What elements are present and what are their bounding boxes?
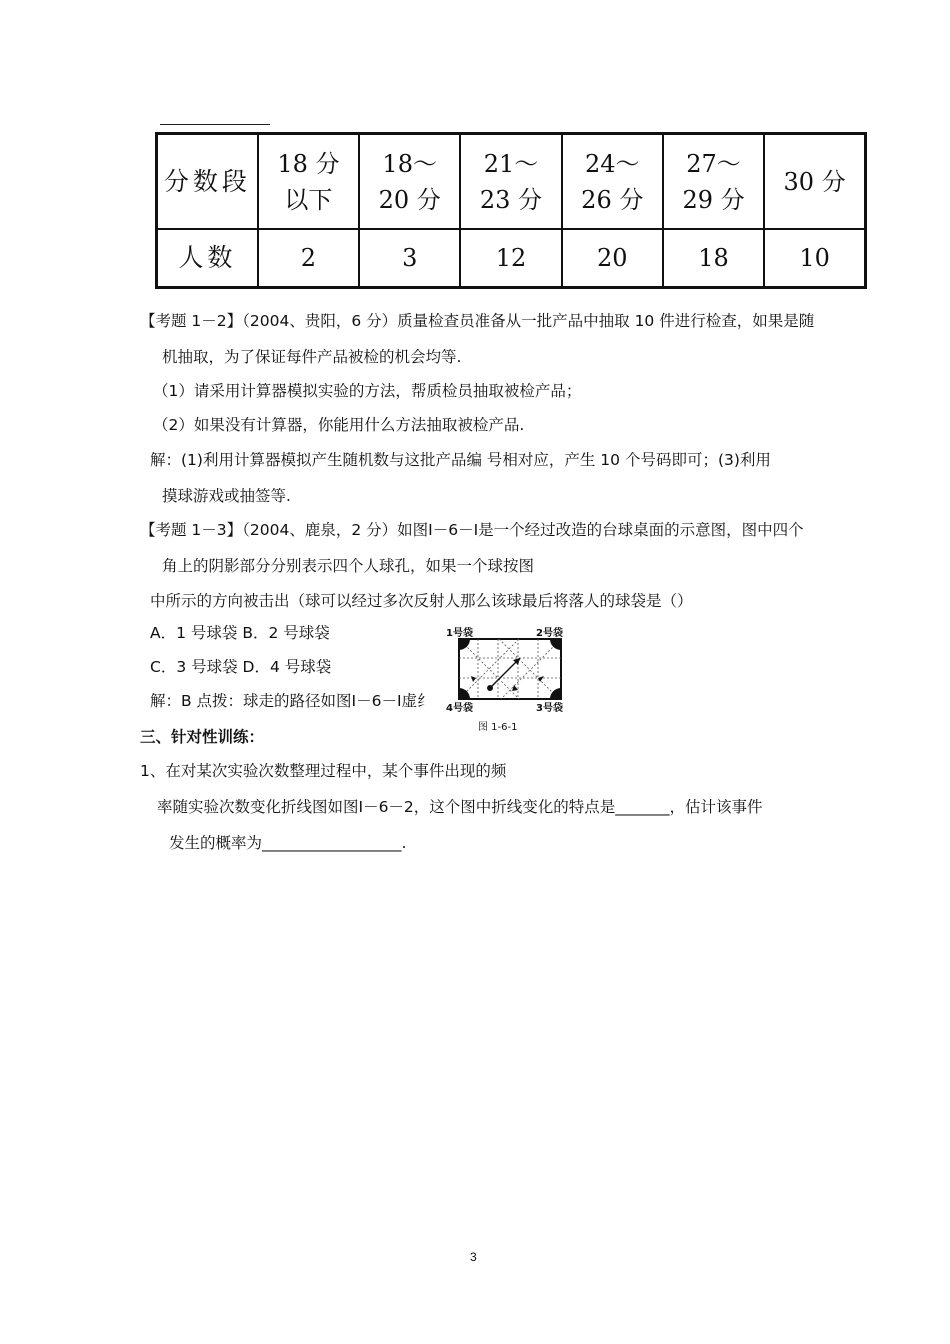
table-header-cell: 18 分 以下 [258, 134, 359, 230]
q13-solution: 解：B 点拨：球走的路径如图Ⅰ－6－Ⅰ虚纟 [150, 692, 433, 710]
q12-sub1: （1）请采用计算器模拟实验的方法，帮质检员抽取被检产品； [153, 382, 582, 400]
practice-q1-line3: 发生的概率为__________________. [169, 834, 407, 852]
q12-line2: 机抽取，为了保证每件产品被检的机会均等. [162, 348, 462, 366]
table-cell: 3 [359, 229, 460, 287]
table-header-cell: 24～ 26 分 [562, 134, 663, 230]
practice-q1-line2: 率随实验次数变化折线图如图Ⅰ－6－2，这个图中折线变化的特点是_______，估计该事件 [157, 798, 763, 816]
q13-line2: 角上的阴影部分分别表示四个人球孔，如果一个球按图 [162, 557, 535, 575]
score-table [155, 132, 867, 289]
table-header-cell: 21～ 23 分 [460, 134, 561, 230]
pocket3-label: 3号袋 [536, 703, 563, 714]
q13-options-cd: C．3 号球袋 D．4 号球袋 [150, 658, 332, 676]
table-cell: 2 [258, 229, 359, 287]
q12-sub2: （2）如果没有计算器，你能用什么方法抽取被检产品. [153, 416, 525, 434]
pocket2-label: 2号袋 [536, 628, 563, 639]
figure-caption: 图 1-6-1 [478, 722, 518, 733]
billiard-table-figure [444, 624, 574, 734]
blank-line [160, 124, 270, 125]
table-header-cell: 分数段 [157, 134, 258, 230]
table-cell: 10 [764, 229, 865, 287]
table-cell: 18 [663, 229, 764, 287]
q12-solution-line1: 解：(1)利用计算器模拟产生随机数与这批产品编 号相对应，产生 10 个号码即可；(3)利用 [150, 451, 771, 469]
table-row-label: 人数 [157, 229, 258, 287]
table-header-cell: 27～ 29 分 [663, 134, 764, 230]
section-title: 三、针对性训练： [140, 728, 265, 746]
pocket4-label: 4号袋 [446, 703, 473, 714]
q13-line3: 中所示的方向被击出（球可以经过多次反射人那么该球最后将落人的球袋是（） [150, 592, 693, 610]
q13-options-ab: A．1 号球袋 B．2 号球袋 [150, 624, 330, 642]
table-header-cell: 18～ 20 分 [359, 134, 460, 230]
table-row [157, 229, 866, 287]
q12-solution-line2: 摸球游戏或抽签等. [162, 487, 291, 505]
table-cell: 20 [562, 229, 663, 287]
q13-line1: 【考题 1－3】（2004、鹿泉，2 分）如图Ⅰ－6－Ⅰ是一个经过改造的台球桌面的示意图，图中四个 [140, 521, 804, 539]
table-cell: 12 [460, 229, 561, 287]
billiard-table-diagram [458, 638, 562, 700]
table-header-row [157, 134, 866, 230]
practice-q1-line1: 1、在对某次实验次数整理过程中，某个事件出现的频 [140, 762, 507, 780]
page-number: 3 [470, 1250, 477, 1264]
table-header-cell: 30 分 [764, 134, 865, 230]
q12-line1: 【考题 1－2】（2004、贵阳，6 分）质量检查员准备从一批产品中抽取 10 件进行检查，如果是随 [140, 312, 815, 330]
pocket1-label: 1号袋 [446, 628, 473, 639]
